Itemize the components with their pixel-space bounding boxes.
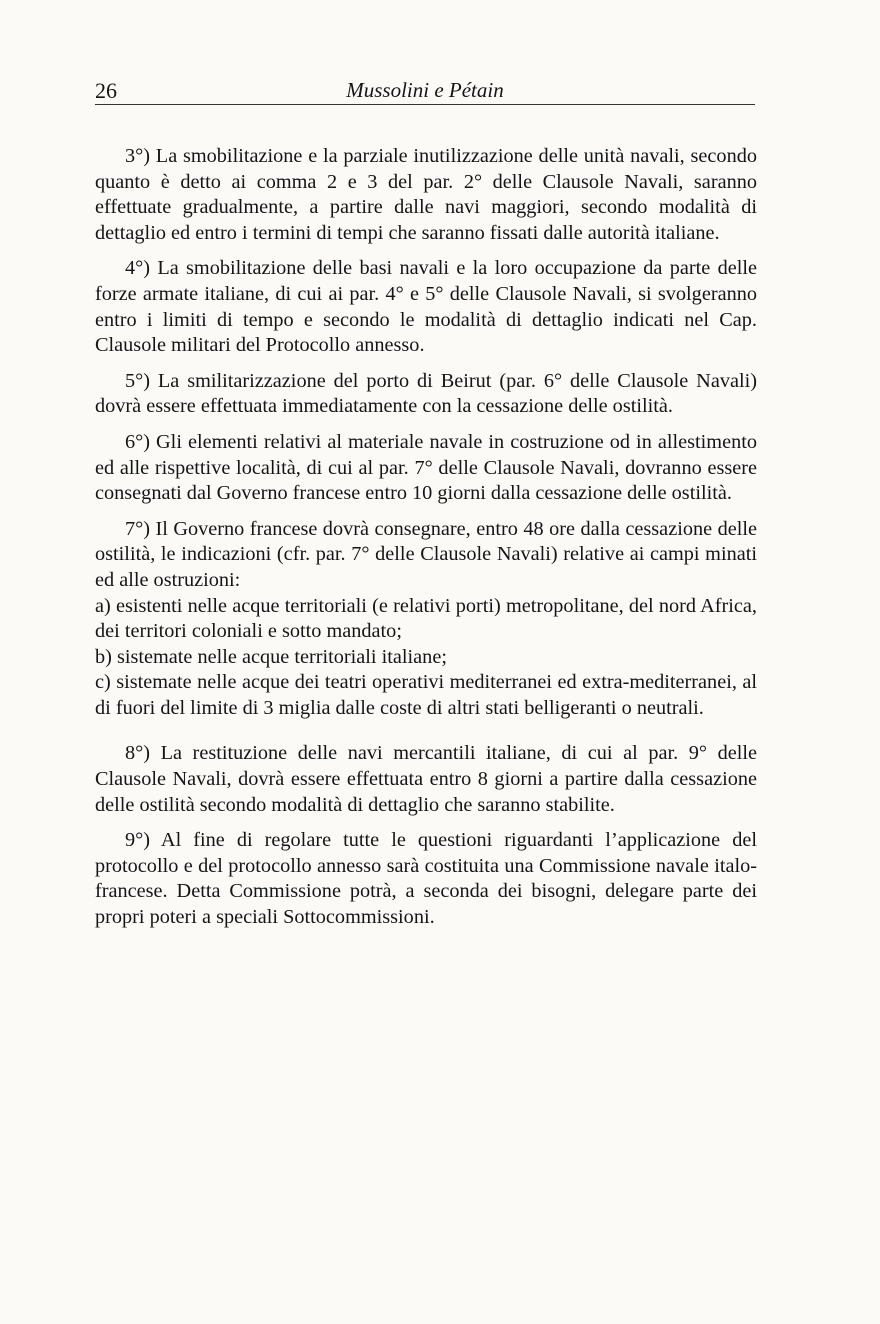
paragraph-7-list (95, 594, 757, 722)
header-rule (95, 104, 755, 105)
paragraph-9: 9°) Al fine di regolare tutte le questioni riguardanti l’applicazione del protocollo e del protocollo annesso sarà costituita una Commissione navale italo-francese. Detta Commissione potrà, a seconda dei bisogni, delegare parte dei propri poteri a speciali Sottocommissioni. (95, 829, 757, 929)
paragraph-8: 8°) La restituzione delle navi mercantili italiane, di cui al par. 9° delle Clausole Navali, dovrà essere effettuata entro 8 giorni a partire dalla cessazione delle ostilità secondo modalità di dettaglio che saranno stabilite. (95, 742, 757, 816)
paragraph-5: 5°) La smilitarizzazione del porto di Beirut (par. 6° delle Clausole Navali) dovrà essere effettuata immediatamente con la cessazione delle ostilità. (95, 369, 757, 418)
list-item-a: a) esistenti nelle acque territoriali (e relativi porti) metropolitane, del nord Africa, dei territori coloniali e sotto mandato; (95, 594, 757, 643)
paragraph-6: 6°) Gli elementi relativi al materiale navale in costruzione od in allestimento ed alle rispettive località, di cui al par. 7° delle Clausole Navali, dovranno essere consegnati dal Governo francese entro 10 giorni dalla cessazione delle ostilità. (95, 430, 757, 505)
paragraph-7: 7°) Il Governo francese dovrà consegnare, entro 48 ore dalla cessazione delle ostilità, le indicazioni (cfr. par. 7° delle Clausole Navali) relative ai campi minati ed alle ostruzioni: (95, 517, 757, 591)
list-item-b: b) sistemate nelle acque territoriali italiane; (95, 645, 447, 668)
page-number: 26 (95, 78, 117, 103)
running-title: Mussolini e Pétain (346, 78, 504, 102)
list-item-c: c) sistemate nelle acque dei teatri operativi mediterranei ed extra-mediterranei, al di fuori del limite di 3 miglia dalle coste di altri stati belligeranti o neutrali. (95, 671, 757, 719)
paragraph-3: 3°) La smobilitazione e la parziale inutilizzazione delle unità navali, secondo quanto è detto ai comma 2 e 3 del par. 2° delle Clausole Navali, saranno effettuate gradualmente, a partire dalle navi maggiori, secondo modalità di dettaglio ed entro i termini di tempi che saranno fissati dalle autorità italiane. (95, 145, 757, 244)
page-body (95, 144, 757, 941)
paragraph-4: 4°) La smobilitazione delle basi navali e la loro occupazione da parte delle forze armate italiane, di cui ai par. 4° e 5° delle Clausole Navali, si svolgeranno entro i limiti di tempo e secondo le modalità di dettaglio indicati nel Cap. Clausole militari del Protocollo annesso. (95, 257, 757, 357)
